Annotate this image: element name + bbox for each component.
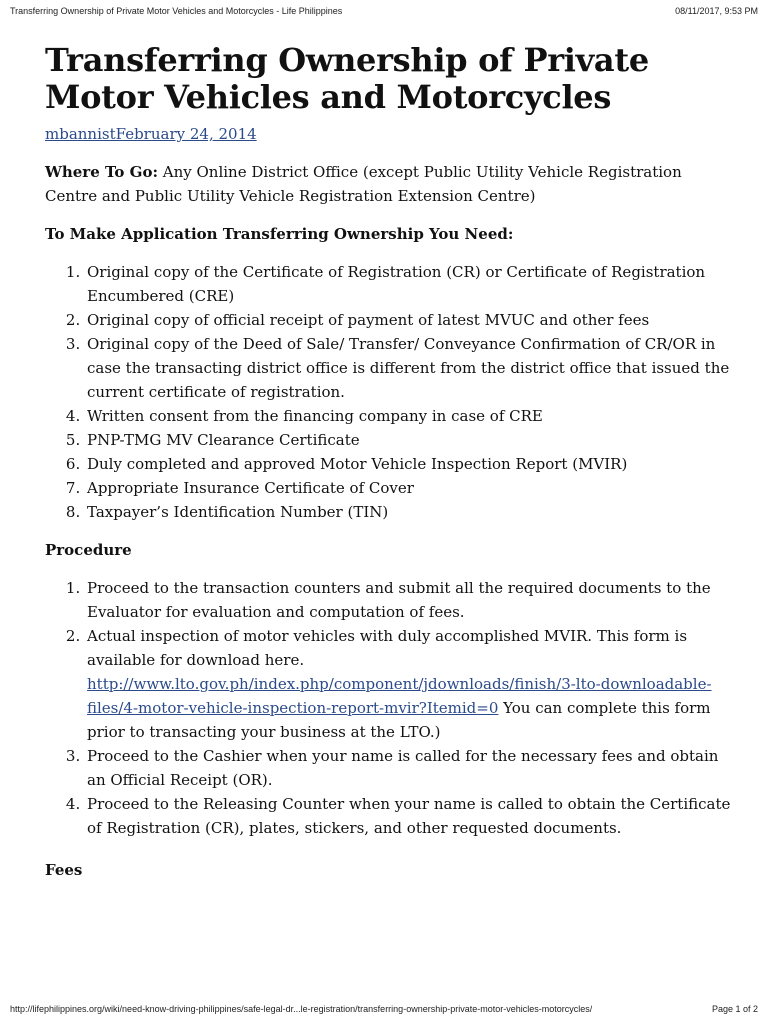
list-item: 1. Original copy of the Certificate of Registration (CR) or Certificate of Registration Encumbered (CRE) (85, 260, 735, 308)
where-label: Where To Go: (45, 163, 158, 181)
print-header-title: Transferring Ownership of Private Motor Vehicles and Motorcycles - Life Philippines (10, 6, 343, 16)
list-item: 5. PNP-TMG MV Clearance Certificate (85, 428, 735, 452)
list-item: 8. Taxpayer’s Identification Number (TIN) (85, 500, 735, 524)
byline-link[interactable]: mbannistFebruary 24, 2014 (45, 125, 257, 143)
list-item: 7. Appropriate Insurance Certificate of Cover (85, 476, 735, 500)
list-item: 2. Original copy of official receipt of payment of latest MVUC and other fees (85, 308, 735, 332)
requirements-list (45, 260, 735, 524)
print-footer (10, 1004, 758, 1014)
print-footer-url: http://lifephilippines.org/wiki/need-know-driving-philippines/safe-legal-dr...le-registration/transferring-ownership-private-motor-vehicles-motorcycles/ (10, 1004, 593, 1014)
byline (45, 124, 735, 144)
print-header (10, 6, 758, 16)
where-to-go (45, 160, 735, 208)
mvir-download-link[interactable]: http://www.lto.gov.ph/index.php/component/jdownloads/finish/3-lto-downloadable-files/4-motor-vehicle-inspection-report-mvir?Itemid=0 (87, 675, 712, 717)
article (45, 42, 735, 882)
where-text: Any Online District Office (except Public Utility Vehicle Registration Centre and Public Utility Vehicle Registration Extension Centre) (45, 163, 682, 205)
step2-text: Actual inspection of motor vehicles with duly accomplished MVIR. This form is available for download here. (87, 627, 688, 669)
list-item: 6. Duly completed and approved Motor Vehicle Inspection Report (MVIR) (85, 452, 735, 476)
list-item (85, 624, 735, 744)
step2-text-after: You can complete this form prior to transacting your business at the LTO.) (87, 699, 711, 741)
list-item: 4. Written consent from the financing company in case of CRE (85, 404, 735, 428)
article-title: Transferring Ownership of Private Motor Vehicles and Motorcycles (45, 41, 649, 116)
fees-heading: Fees (45, 861, 83, 879)
list-item: 4. Proceed to the Releasing Counter when your name is called to obtain the Certificate of Registration (CR), plates, stickers, and other requested documents. (85, 792, 735, 840)
list-item: 1. Proceed to the transaction counters and submit all the required documents to the Evaluator for evaluation and computation of fees. (85, 576, 735, 624)
procedure-list (45, 576, 735, 840)
procedure-heading: Procedure (45, 541, 132, 559)
requirements-heading: To Make Application Transferring Ownership You Need: (45, 225, 514, 243)
list-item: 3. Proceed to the Cashier when your name is called for the necessary fees and obtain an Official Receipt (OR). (85, 744, 735, 792)
list-item: 3. Original copy of the Deed of Sale/ Transfer/ Conveyance Confirmation of CR/OR in case the transacting district office is different from the district office that issued the current certificate of registration. (85, 332, 735, 404)
print-footer-page: Page 1 of 2 (711, 1004, 758, 1014)
print-header-datetime: 08/11/2017, 9:53 PM (675, 6, 758, 16)
